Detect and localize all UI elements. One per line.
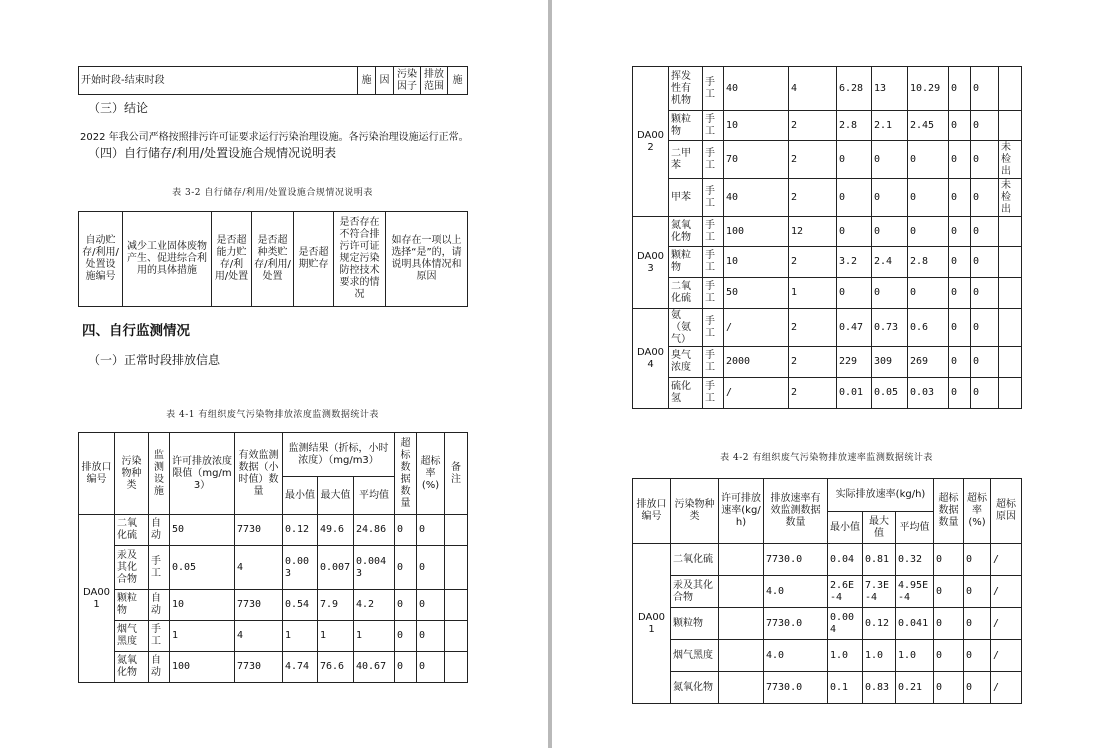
- t41-h-exceed-count: 超标数据数量: [395, 433, 417, 515]
- t41-h-facility: 监测设施: [149, 433, 170, 515]
- t41c-cell: 臭气浓度: [669, 347, 703, 378]
- t41c-cell: 2.1: [872, 111, 908, 141]
- t41-cell: 1: [318, 621, 354, 652]
- t41c-outlet-cell: DA002: [633, 67, 669, 217]
- t42-cell: 2.6E-4: [828, 576, 863, 608]
- table32-header: 减少工业固体废物产生、促进综合利用的具体措施: [123, 212, 212, 307]
- t41c-cell: 氨（氨气）: [669, 309, 703, 347]
- t41c-cell: 2: [789, 309, 837, 347]
- t41c-cell: 40: [724, 179, 789, 217]
- t41c-cell: 挥发性有机物: [669, 67, 703, 111]
- t42-h-limit: 许可排放速率(kg/h): [719, 479, 764, 544]
- t41c-cell: 70: [724, 141, 789, 179]
- t41-h-min: 最小值: [283, 477, 318, 515]
- t42-cell: 0: [934, 576, 964, 608]
- t42-cell: 0: [964, 640, 991, 672]
- t42-cell: 7730.0: [764, 544, 828, 576]
- t41c-cell: 2.8: [837, 111, 872, 141]
- top-cell: 排放范围: [421, 67, 448, 95]
- t41c-cell: 0: [872, 141, 908, 179]
- t42-cell: 0: [934, 640, 964, 672]
- t41-cell: 1: [283, 621, 318, 652]
- t41-cell: [445, 515, 468, 546]
- left-page: [0, 0, 548, 748]
- t41c-cell: 未检出: [999, 179, 1022, 217]
- top-cell: 因: [376, 67, 394, 95]
- t42-h-pollutant: 污染物种类: [671, 479, 719, 544]
- t42-cell: [719, 640, 764, 672]
- t41-cell: 7730: [235, 652, 283, 683]
- t41c-cell: 0.6: [908, 309, 949, 347]
- t41c-cell: 0: [908, 179, 949, 217]
- t41-cell: 手工: [149, 621, 170, 652]
- t41-cell: 烟气黑度: [115, 621, 149, 652]
- t41c-cell: 0: [949, 247, 971, 278]
- section4-title: （四）自行储存/利用/处置设施合规情况说明表: [88, 146, 337, 160]
- t41c-cell: 40: [724, 67, 789, 111]
- table-4-2: [632, 478, 1022, 704]
- top-period-cell: 开始时段-结束时段: [79, 67, 358, 95]
- t41c-cell: 手工: [703, 141, 724, 179]
- t41-h-pollutant: 污染物种类: [115, 433, 149, 515]
- t42-cell: /: [991, 608, 1022, 640]
- t41-cell: 手工: [149, 546, 170, 590]
- t41-outlet-cell: DA001: [79, 515, 115, 683]
- t42-h-actual: 实际排放速率(kg/h): [828, 479, 934, 512]
- t41-cell: 0: [395, 546, 417, 590]
- t42-cell: 0: [934, 608, 964, 640]
- right-page: [552, 0, 1100, 748]
- table-row: [633, 141, 1022, 179]
- t41c-cell: 手工: [703, 179, 724, 217]
- t42-cell: 4.95E-4: [896, 576, 934, 608]
- t41-h-result: 监测结果（折标，小时浓度）（mg/m3）: [283, 433, 395, 477]
- t41-cell: 自动: [149, 515, 170, 546]
- t41c-cell: [999, 378, 1022, 409]
- t41-cell: [445, 621, 468, 652]
- table41-caption: 表 4-1 有组织废气污染物排放浓度监测数据统计表: [166, 410, 379, 420]
- t42-cell: 0.32: [896, 544, 934, 576]
- t41-cell: 1: [170, 621, 235, 652]
- t42-cell: 0: [934, 544, 964, 576]
- t41c-cell: 2: [789, 347, 837, 378]
- t42-cell: 7730.0: [764, 672, 828, 704]
- t42-cell: 0.21: [896, 672, 934, 704]
- t42-cell: 0.004: [828, 608, 863, 640]
- t41c-cell: 2: [789, 247, 837, 278]
- t42-cell: 二氧化硫: [671, 544, 719, 576]
- t41-cell: 7730: [235, 590, 283, 621]
- t41-cell: 0: [417, 590, 445, 621]
- t41c-cell: 0: [949, 309, 971, 347]
- t41-cell: 0.007: [318, 546, 354, 590]
- t41-cell: 0: [395, 652, 417, 683]
- t41-cell: 0.05: [170, 546, 235, 590]
- t42-outlet-cell: DA001: [633, 544, 671, 704]
- table-row: [633, 378, 1022, 409]
- t41-cell: [445, 546, 468, 590]
- t41c-cell: 硫化氢: [669, 378, 703, 409]
- t41-cell: 0: [417, 652, 445, 683]
- t41c-cell: 0: [971, 67, 999, 111]
- t42-cell: 1.0: [828, 640, 863, 672]
- t42-cell: 7.3E-4: [863, 576, 896, 608]
- t42-cell: 0.04: [828, 544, 863, 576]
- t42-cell: 4.0: [764, 640, 828, 672]
- t41c-cell: 0: [971, 141, 999, 179]
- t41c-cell: 0: [971, 278, 999, 309]
- t41-cell: 7.9: [318, 590, 354, 621]
- t42-cell: 烟气黑度: [671, 640, 719, 672]
- t41c-cell: 13: [872, 67, 908, 111]
- conclusion-title: （三）结论: [88, 101, 149, 115]
- t42-cell: 1.0: [896, 640, 934, 672]
- t41c-cell: 10: [724, 247, 789, 278]
- conclusion-text: 2022 年我公司严格按照排污许可证要求运行污染治理设施。各污染治理设施运行正常。: [80, 132, 469, 143]
- t41c-cell: 0: [949, 111, 971, 141]
- t41c-cell: 229: [837, 347, 872, 378]
- t42-cell: 7730.0: [764, 608, 828, 640]
- t42-h-exceed-rate: 超标率(%): [964, 479, 991, 544]
- t41-cell: 1: [354, 621, 395, 652]
- table-row: [633, 309, 1022, 347]
- t41c-cell: 0: [971, 347, 999, 378]
- t41c-cell: 0: [908, 217, 949, 247]
- t42-cell: 0.1: [828, 672, 863, 704]
- t41c-cell: [999, 67, 1022, 111]
- t41c-cell: [999, 247, 1022, 278]
- table-row: [633, 111, 1022, 141]
- t41-cell: [445, 590, 468, 621]
- t41c-cell: 2000: [724, 347, 789, 378]
- t41-h-avg: 平均值: [354, 477, 395, 515]
- t41c-cell: 0: [971, 111, 999, 141]
- t41-cell: 4: [235, 546, 283, 590]
- t41c-cell: 0.03: [908, 378, 949, 409]
- t42-cell: 0.12: [863, 608, 896, 640]
- t41c-cell: 309: [872, 347, 908, 378]
- t41c-cell: 甲苯: [669, 179, 703, 217]
- t41-cell: [445, 652, 468, 683]
- normal-period-title: （一）正常时段排放信息: [88, 353, 221, 367]
- table32-header: 自动贮存/利用/处置设施编号: [79, 212, 123, 307]
- t41c-cell: 二氧化硫: [669, 278, 703, 309]
- t42-cell: [719, 544, 764, 576]
- t41c-cell: [999, 217, 1022, 247]
- t41c-cell: 手工: [703, 309, 724, 347]
- t41c-cell: 0: [872, 278, 908, 309]
- t42-cell: 0.81: [863, 544, 896, 576]
- t41-h-note: 备注: [445, 433, 468, 515]
- t41-cell: 10: [170, 590, 235, 621]
- t41c-cell: [999, 347, 1022, 378]
- t41-cell: 自动: [149, 590, 170, 621]
- t42-cell: 0: [964, 544, 991, 576]
- table32-header: 是否超期贮存: [294, 212, 334, 307]
- table-4-1: [78, 432, 468, 683]
- t42-h-max: 最大值: [863, 512, 896, 544]
- table42-caption: 表 4-2 有组织废气污染物排放速率监测数据统计表: [720, 453, 933, 463]
- t42-cell: 颗粒物: [671, 608, 719, 640]
- t41c-cell: 10.29: [908, 67, 949, 111]
- t42-h-exceed-count: 超标数据数量: [934, 479, 964, 544]
- t42-h-count: 排放速率有效监测数据数量: [764, 479, 828, 544]
- t41c-cell: 0.47: [837, 309, 872, 347]
- t41c-cell: 0: [949, 141, 971, 179]
- t41c-cell: 0: [949, 347, 971, 378]
- t41c-cell: 2: [789, 111, 837, 141]
- top-cell: 施: [358, 67, 376, 95]
- t41c-cell: 0: [872, 179, 908, 217]
- t42-cell: 0: [964, 672, 991, 704]
- t41c-cell: 0: [971, 247, 999, 278]
- t42-cell: 0.041: [896, 608, 934, 640]
- t41c-cell: 3.2: [837, 247, 872, 278]
- t42-cell: /: [991, 576, 1022, 608]
- t41c-cell: 手工: [703, 67, 724, 111]
- t41-cell: 自动: [149, 652, 170, 683]
- t42-cell: [719, 672, 764, 704]
- t41c-cell: 100: [724, 217, 789, 247]
- t41-cell: 颗粒物: [115, 590, 149, 621]
- table32-header: 是否超能力贮存/利用/处置: [212, 212, 252, 307]
- top-cell: 污染因子: [394, 67, 421, 95]
- t41c-cell: 0: [949, 217, 971, 247]
- top-cell: 施: [448, 67, 468, 95]
- t42-cell: 0.83: [863, 672, 896, 704]
- t41c-cell: 手工: [703, 347, 724, 378]
- t42-cell: [719, 576, 764, 608]
- t41c-cell: 2: [789, 141, 837, 179]
- t41c-cell: 0: [949, 378, 971, 409]
- t41c-cell: 10: [724, 111, 789, 141]
- t41-h-limit: 许可排放浓度限值（mg/m3）: [170, 433, 235, 515]
- t41-cell: 24.86: [354, 515, 395, 546]
- t41c-cell: 0: [971, 309, 999, 347]
- t41c-cell: 2.8: [908, 247, 949, 278]
- t41-cell: 氮氧化物: [115, 652, 149, 683]
- t41c-cell: 2: [789, 378, 837, 409]
- t41c-cell: 0: [949, 67, 971, 111]
- t41c-cell: 氮氧化物: [669, 217, 703, 247]
- t41-cell: 0.54: [283, 590, 318, 621]
- table-row: [633, 347, 1022, 378]
- t42-cell: 0: [934, 672, 964, 704]
- t41c-cell: 0: [949, 278, 971, 309]
- t41c-outlet-cell: DA003: [633, 217, 669, 309]
- t42-cell: 0: [964, 608, 991, 640]
- t41c-cell: 0: [949, 179, 971, 217]
- t41c-cell: 4: [789, 67, 837, 111]
- t41-cell: 100: [170, 652, 235, 683]
- t41-cell: 0.0043: [354, 546, 395, 590]
- t41-h-count: 有效监测数据（小时值）数量: [235, 433, 283, 515]
- t41c-cell: 0: [837, 179, 872, 217]
- t41-cell: 0: [395, 621, 417, 652]
- t41c-cell: 手工: [703, 278, 724, 309]
- t41c-cell: 手工: [703, 111, 724, 141]
- t41-h-max: 最大值: [318, 477, 354, 515]
- t42-cell: /: [991, 544, 1022, 576]
- t41c-cell: 0.73: [872, 309, 908, 347]
- t42-cell: /: [991, 672, 1022, 704]
- t41c-cell: 0.05: [872, 378, 908, 409]
- t41c-cell: 0.01: [837, 378, 872, 409]
- t42-cell: /: [991, 640, 1022, 672]
- table-row: [633, 217, 1022, 247]
- table32-header: 是否超种类贮存/利用/处置: [252, 212, 294, 307]
- t41c-cell: /: [724, 378, 789, 409]
- t41c-cell: 颗粒物: [669, 111, 703, 141]
- t41-cell: 0: [417, 621, 445, 652]
- t41-cell: 汞及其化合物: [115, 546, 149, 590]
- t42-cell: 1.0: [863, 640, 896, 672]
- t41-h-exceed-rate: 超标率(%): [417, 433, 445, 515]
- t41-cell: 0: [395, 515, 417, 546]
- t41c-cell: 6.28: [837, 67, 872, 111]
- t41c-cell: 0: [837, 141, 872, 179]
- t41-cell: 76.6: [318, 652, 354, 683]
- t41c-cell: 0: [908, 278, 949, 309]
- t41c-outlet-cell: DA004: [633, 309, 669, 409]
- t41c-cell: [999, 111, 1022, 141]
- t41c-cell: 1: [789, 278, 837, 309]
- t41-h-outlet: 排放口编号: [79, 433, 115, 515]
- t41-cell: 0: [417, 515, 445, 546]
- t41-cell: 0.003: [283, 546, 318, 590]
- t41-cell: 二氧化硫: [115, 515, 149, 546]
- t41c-cell: 0: [837, 278, 872, 309]
- t41c-cell: 未检出: [999, 141, 1022, 179]
- t41-cell: 50: [170, 515, 235, 546]
- t41c-cell: 2.45: [908, 111, 949, 141]
- t41c-cell: [999, 278, 1022, 309]
- t41c-cell: 颗粒物: [669, 247, 703, 278]
- t41-cell: 49.6: [318, 515, 354, 546]
- t41-cell: 0: [417, 546, 445, 590]
- chapter4-title: 四、自行监测情况: [82, 323, 190, 339]
- t41c-cell: 50: [724, 278, 789, 309]
- table-row: [633, 67, 1022, 111]
- t41c-cell: 0: [971, 378, 999, 409]
- t41-cell: 0.12: [283, 515, 318, 546]
- t41-cell: 4: [235, 621, 283, 652]
- t41c-cell: 0: [971, 179, 999, 217]
- top-partial-table: [78, 66, 468, 95]
- t41c-cell: 手工: [703, 378, 724, 409]
- t41-cell: 4.2: [354, 590, 395, 621]
- t42-h-min: 最小值: [828, 512, 863, 544]
- table-row: [633, 247, 1022, 278]
- t41c-cell: 269: [908, 347, 949, 378]
- t41c-cell: 手工: [703, 217, 724, 247]
- t42-h-reason: 超标原因: [991, 479, 1022, 544]
- t42-cell: 汞及其化合物: [671, 576, 719, 608]
- t41c-cell: 0: [908, 141, 949, 179]
- t41c-cell: 手工: [703, 247, 724, 278]
- t41c-cell: /: [724, 309, 789, 347]
- t41c-cell: 0: [971, 217, 999, 247]
- table32-caption: 表 3-2 自行储存/利用/处置设施合规情况说明表: [172, 188, 373, 198]
- t42-cell: 0: [964, 576, 991, 608]
- t41c-cell: 0: [872, 217, 908, 247]
- table-3-2: [78, 211, 468, 307]
- t41c-cell: [999, 309, 1022, 347]
- table-4-1-continued: [632, 66, 1022, 409]
- t41-cell: 4.74: [283, 652, 318, 683]
- t42-h-avg: 平均值: [896, 512, 934, 544]
- t41c-cell: 二甲苯: [669, 141, 703, 179]
- t41-cell: 7730: [235, 515, 283, 546]
- t41c-cell: 2.4: [872, 247, 908, 278]
- t41c-cell: 2: [789, 179, 837, 217]
- table-row: [633, 278, 1022, 309]
- t41-cell: 40.67: [354, 652, 395, 683]
- t42-cell: 氮氧化物: [671, 672, 719, 704]
- table32-header: 如存在一项以上选择“是”的，请说明具体情况和原因: [386, 212, 468, 307]
- t42-h-outlet: 排放口编号: [633, 479, 671, 544]
- t42-cell: [719, 608, 764, 640]
- t41c-cell: 12: [789, 217, 837, 247]
- t41c-cell: 0: [837, 217, 872, 247]
- t41-cell: 0: [395, 590, 417, 621]
- t42-cell: 4.0: [764, 576, 828, 608]
- table-row: [633, 179, 1022, 217]
- table32-header: 是否存在不符合排污许可证规定污染防控技术要求的情况: [334, 212, 386, 307]
